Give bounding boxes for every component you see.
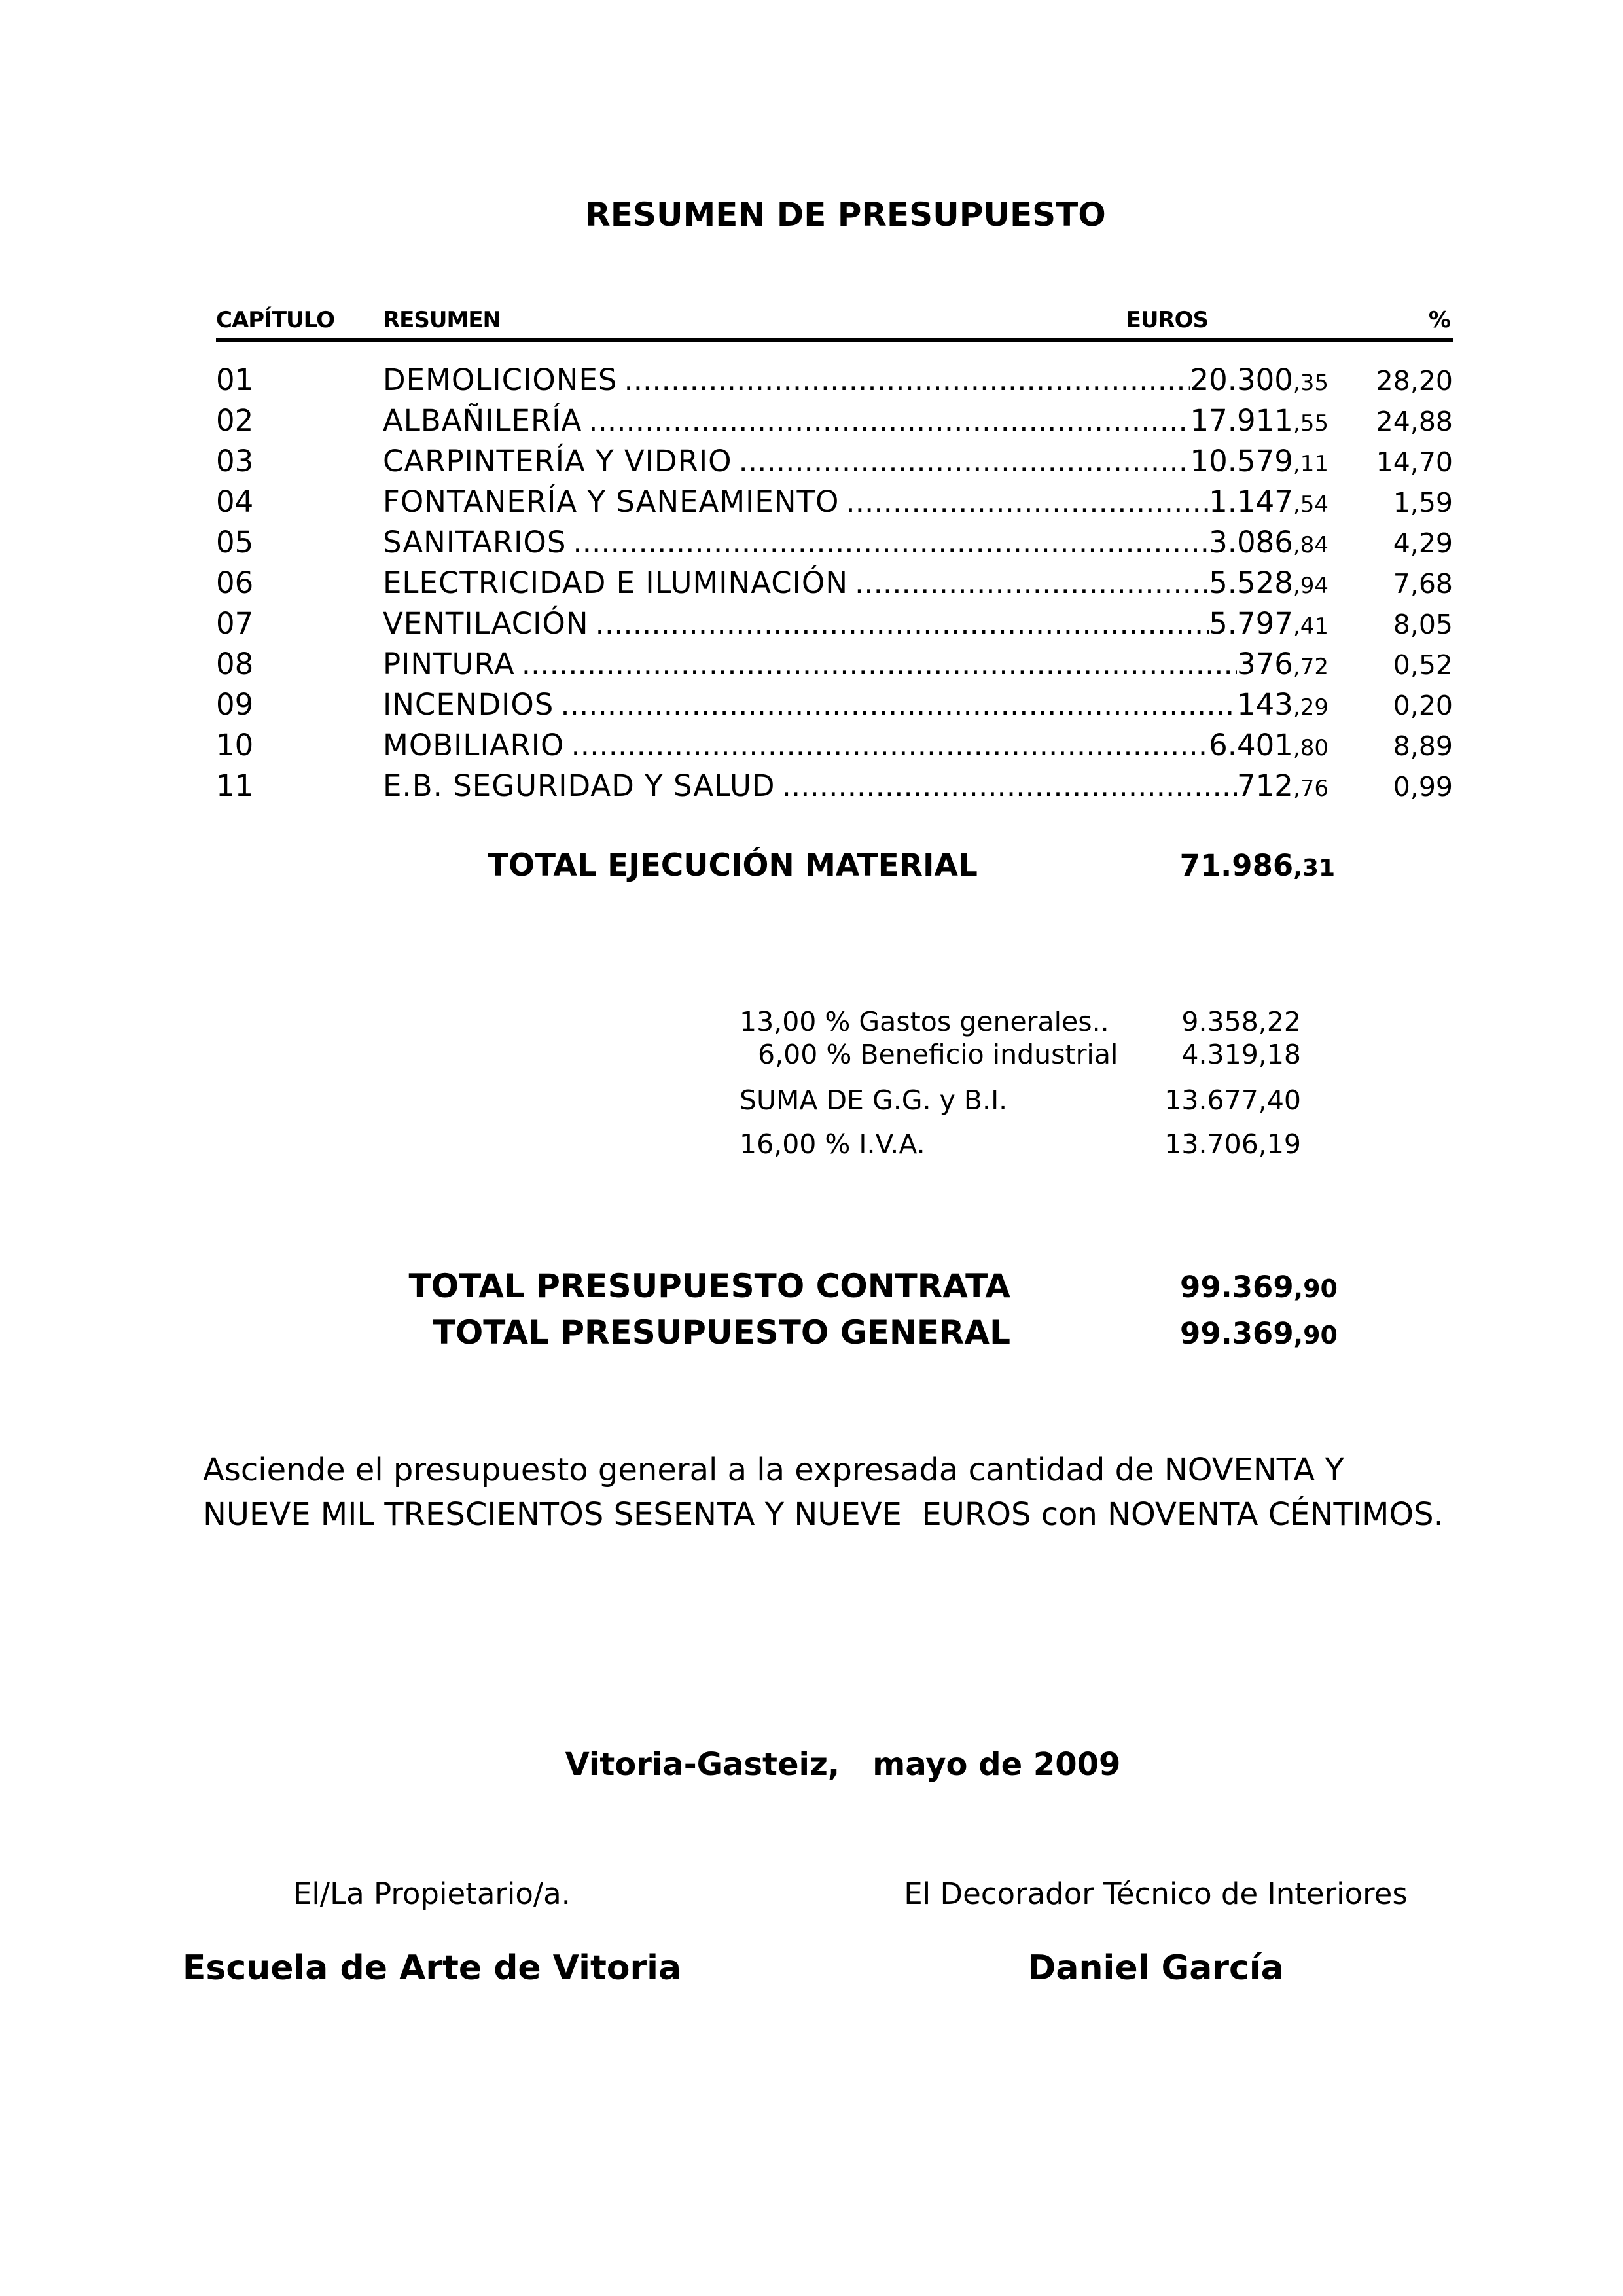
- chapter-code: 02: [216, 403, 254, 438]
- surcharge-value: 4.319,18: [1181, 1039, 1301, 1070]
- dot-leader: [589, 606, 1209, 641]
- grand-total-row: [390, 1311, 1338, 1357]
- percent-value: 24,88: [1376, 406, 1453, 437]
- grand-total-value: 99.369,90: [1180, 1270, 1338, 1304]
- percent-value: 0,52: [1393, 649, 1453, 681]
- percent-value: 0,99: [1393, 771, 1453, 802]
- column-header-euros: EUROS: [1126, 307, 1208, 333]
- table-row: [216, 565, 1453, 606]
- chapter-label: CARPINTERÍA Y VIDRIO: [383, 444, 732, 478]
- grand-totals-block: [390, 1265, 1338, 1357]
- euros-value: 376,72: [1237, 647, 1329, 681]
- euros-value: 10.579,11: [1190, 444, 1329, 478]
- chapter-code: 06: [216, 565, 254, 600]
- euros-value: 1.147,54: [1209, 484, 1329, 519]
- chapter-label: FONTANERÍA Y SANEAMIENTO: [383, 484, 840, 519]
- dot-leader: [848, 565, 1209, 600]
- signature-owner-caption: El/La Propietario/a.: [293, 1876, 571, 1911]
- dot-leader: [776, 768, 1237, 803]
- dot-leader: [839, 484, 1209, 519]
- table-row: [216, 403, 1453, 444]
- surcharge-row: [740, 1005, 1301, 1038]
- column-header-resumen: RESUMEN: [383, 307, 501, 333]
- signature-decorator-caption: El Decorador Técnico de Interiores: [904, 1876, 1408, 1911]
- surcharge-value: 13.706,19: [1164, 1128, 1301, 1160]
- chapter-code: 03: [216, 444, 254, 478]
- column-header-percent: %: [1428, 307, 1450, 333]
- euros-value: 5.797,41: [1209, 606, 1329, 641]
- dot-leader: [732, 444, 1190, 478]
- table-row: [216, 606, 1453, 647]
- grand-total-row: [390, 1265, 1338, 1311]
- chapter-code: 08: [216, 647, 254, 681]
- euros-value: 5.528,94: [1209, 565, 1329, 600]
- surcharge-label: 6,00 % Beneficio industrial: [758, 1039, 1118, 1070]
- chapter-label: INCENDIOS: [383, 687, 554, 722]
- chapter-rows: [216, 363, 1453, 809]
- dot-leader: [617, 363, 1190, 397]
- table-row: [216, 687, 1453, 728]
- euros-value: 20.300,35: [1190, 363, 1329, 397]
- chapter-code: 07: [216, 606, 254, 641]
- chapter-code: 04: [216, 484, 254, 519]
- chapter-code: 01: [216, 363, 254, 397]
- euros-value: 143,29: [1237, 687, 1329, 722]
- percent-value: 8,89: [1393, 730, 1453, 762]
- amount-in-words: Asciende el presupuesto general a la expresada cantidad de NOVENTA Y NUEVE MIL TRESCIENTOS SESENTA Y NUEVE EUROS con NOVENTA CÉNTIMOS.: [203, 1452, 1444, 1533]
- percent-value: 14,70: [1376, 446, 1453, 478]
- table-row: [216, 484, 1453, 525]
- chapter-code: 05: [216, 525, 254, 560]
- total-ejecucion-material-label: TOTAL EJECUCIÓN MATERIAL: [488, 848, 978, 884]
- chapter-label: MOBILIARIO: [383, 728, 565, 762]
- table-row: [216, 525, 1453, 565]
- surcharge-label: SUMA DE G.G. y B.I.: [740, 1085, 1008, 1116]
- dot-leader: [515, 647, 1237, 681]
- percent-value: 1,59: [1393, 487, 1453, 518]
- surcharge-row: [740, 1128, 1301, 1160]
- chapter-label: ELECTRICIDAD E ILUMINACIÓN: [383, 565, 848, 600]
- table-row: [216, 444, 1453, 484]
- percent-value: 28,20: [1376, 365, 1453, 397]
- page-title: RESUMEN DE PRESUPUESTO: [585, 196, 1106, 234]
- grand-total-label: TOTAL PRESUPUESTO CONTRATA: [408, 1267, 1010, 1305]
- percent-value: 0,20: [1393, 690, 1453, 721]
- signature-decorator-name: Daniel García: [1027, 1948, 1284, 1988]
- euros-value: 712,76: [1237, 768, 1329, 803]
- table-header: [216, 308, 1453, 342]
- chapter-label: DEMOLICIONES: [383, 363, 618, 397]
- chapter-label: E.B. SEGURIDAD Y SALUD: [383, 768, 776, 803]
- euros-value: 17.911,55: [1190, 403, 1329, 438]
- percent-value: 7,68: [1393, 568, 1453, 600]
- euros-value: 6.401,80: [1209, 728, 1329, 762]
- euros-value: 3.086,84: [1209, 525, 1329, 560]
- surcharges-block: [740, 1005, 1301, 1160]
- chapter-code: 09: [216, 687, 254, 722]
- dot-leader: [566, 525, 1209, 560]
- table-row: [216, 768, 1453, 809]
- percent-value: 8,05: [1393, 609, 1453, 640]
- percent-value: 4,29: [1393, 528, 1453, 559]
- surcharge-row: [740, 1038, 1301, 1071]
- place-date-line: Vitoria-Gasteiz, mayo de 2009: [565, 1746, 1121, 1783]
- dot-leader: [564, 728, 1209, 762]
- signature-decorator: [861, 1876, 1450, 1988]
- dot-leader: [554, 687, 1237, 722]
- chapter-code: 11: [216, 768, 254, 803]
- surcharge-row: [740, 1084, 1301, 1117]
- table-row: [216, 647, 1453, 687]
- dot-leader: [582, 403, 1190, 438]
- surcharge-value: 13.677,40: [1164, 1085, 1301, 1116]
- total-ejecucion-material-value: 71.986,31: [1179, 848, 1335, 883]
- total-ejecucion-material-row: [488, 846, 1335, 889]
- surcharge-value: 9.358,22: [1181, 1006, 1301, 1037]
- table-row: [216, 363, 1453, 403]
- column-header-capitulo: CAPÍTULO: [216, 307, 334, 333]
- chapter-label: VENTILACIÓN: [383, 606, 589, 641]
- signature-owner-name: Escuela de Arte de Vitoria: [182, 1948, 682, 1988]
- signature-owner: [137, 1876, 726, 1988]
- grand-total-value: 99.369,90: [1180, 1316, 1338, 1351]
- grand-total-label: TOTAL PRESUPUESTO GENERAL: [433, 1314, 1010, 1352]
- chapter-label: ALBAÑILERÍA: [383, 403, 582, 438]
- surcharge-label: 16,00 % I.V.A.: [740, 1128, 925, 1160]
- table-row: [216, 728, 1453, 768]
- surcharge-label: 13,00 % Gastos generales..: [740, 1006, 1109, 1037]
- chapter-code: 10: [216, 728, 254, 762]
- chapter-label: SANITARIOS: [383, 525, 567, 560]
- chapter-label: PINTURA: [383, 647, 515, 681]
